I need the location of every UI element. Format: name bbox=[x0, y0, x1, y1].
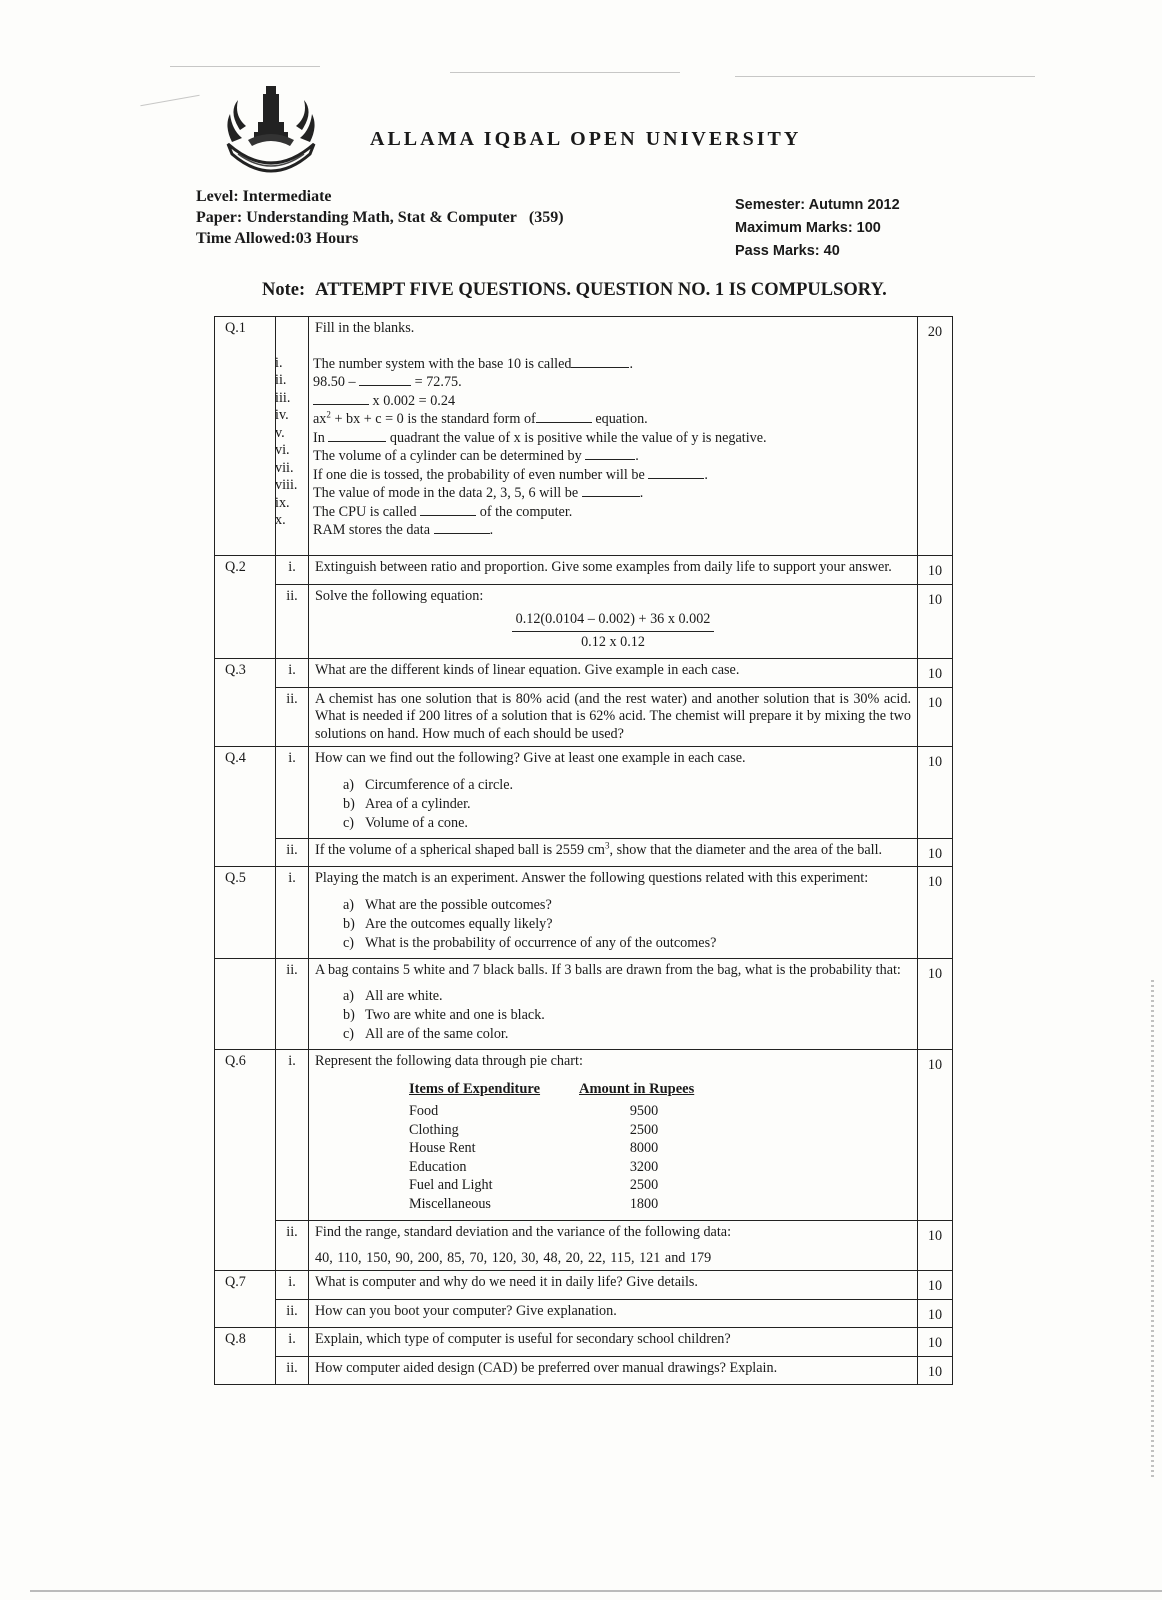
blank-text: 98.50 – bbox=[313, 374, 356, 390]
blank-line-vii bbox=[313, 466, 767, 485]
marks-value: 10 bbox=[927, 694, 943, 711]
marks-value: 10 bbox=[927, 563, 943, 579]
question-row-q8-ii bbox=[215, 1356, 953, 1385]
question-row-q4-ii bbox=[215, 838, 953, 867]
marks-cell bbox=[918, 584, 953, 659]
sub-item-label: a) bbox=[343, 776, 355, 793]
table-row bbox=[409, 1139, 709, 1158]
expenditure-amount: 2500 bbox=[629, 1177, 659, 1193]
question-text-cell bbox=[309, 867, 918, 959]
table-row bbox=[409, 1176, 709, 1195]
question-row-q3-ii bbox=[215, 687, 953, 747]
blank-text: The number system with the base 10 is called bbox=[313, 355, 572, 372]
table-row bbox=[409, 1195, 709, 1214]
data-values: 40, 110, 150, 90, 200, 85, 70, 120, 30, 48, 20, 22, 115, 121 and 179 bbox=[315, 1249, 712, 1266]
question-text-cell bbox=[309, 838, 918, 867]
superscript: 2 bbox=[326, 409, 331, 420]
q1-blanks bbox=[275, 338, 911, 540]
question-text: A chemist has one solution that is 80% acid (and the rest water) and another solution that is 30% acid. What is needed if 200 litres of a solution that is 62% acid. The chemist will prepare it by mixing the two solutions on hand. How much of each should be used? bbox=[309, 687, 918, 747]
sub-item-label: b) bbox=[343, 795, 355, 812]
marks-cell bbox=[918, 747, 953, 839]
paper-title: Paper: Understanding Math, Stat & Computer bbox=[196, 209, 517, 226]
question-text-cell bbox=[309, 584, 918, 659]
expenditure-item: Education bbox=[409, 1158, 467, 1175]
scan-artifact-edge bbox=[1151, 980, 1154, 1480]
expenditure-amount: 1800 bbox=[629, 1195, 659, 1212]
blank-text: The volume of a cylinder can be determined by bbox=[313, 448, 582, 464]
sub-item bbox=[343, 776, 911, 795]
table-row bbox=[409, 1121, 709, 1140]
marks-value: 20 bbox=[927, 324, 943, 340]
question-number: Q.7 bbox=[215, 1271, 276, 1328]
question-text: What is computer and why do we need it in daily life? Give details. bbox=[309, 1271, 918, 1300]
expenditure-column-header: Items of Expenditure bbox=[409, 1080, 541, 1097]
scan-artifact-line bbox=[735, 76, 1035, 77]
university-name: ALLAMA IQBAL OPEN UNIVERSITY bbox=[370, 128, 802, 150]
question-text: A bag contains 5 white and 7 black balls. If 3 balls are drawn from the bag, what is the probability that: bbox=[315, 961, 901, 978]
sub-number: ii. bbox=[276, 687, 309, 747]
expenditure-table bbox=[409, 1077, 709, 1214]
expenditure-item: Fuel and Light bbox=[409, 1177, 493, 1193]
sub-item-label: c) bbox=[343, 1026, 355, 1042]
blank-text: . bbox=[704, 466, 708, 483]
note-text: ATTEMPT FIVE QUESTIONS. QUESTION NO. 1 IS COMPULSORY. bbox=[315, 280, 887, 300]
blank-text: RAM stores the data bbox=[313, 522, 431, 538]
blank-text: + bx + c = 0 is the standard form of bbox=[334, 411, 536, 427]
expenditure-header-row bbox=[409, 1077, 709, 1103]
semester-label: Semester: Autumn 2012 bbox=[735, 197, 900, 213]
sub-item-text: Are the outcomes equally likely? bbox=[365, 915, 553, 932]
question-row-q7-i bbox=[215, 1271, 953, 1300]
blank-text: x 0.002 = 0.24 bbox=[372, 392, 456, 409]
sub-item-text: Circumference of a circle. bbox=[365, 776, 514, 793]
blank bbox=[313, 392, 369, 405]
sub-item-label: a) bbox=[343, 896, 355, 913]
question-text: Explain, which type of computer is useful for secondary school children? bbox=[309, 1328, 918, 1357]
question-text-cell bbox=[275, 317, 918, 556]
marks-cell bbox=[918, 687, 953, 747]
blank-line-iii bbox=[313, 392, 767, 411]
scan-artifact-line bbox=[450, 72, 680, 73]
sub-number: x. bbox=[275, 512, 286, 528]
sub-item bbox=[343, 795, 911, 814]
marks-value: 10 bbox=[927, 591, 943, 608]
marks-value: 10 bbox=[927, 1278, 943, 1294]
header-right bbox=[735, 194, 900, 263]
sub-item-label: b) bbox=[343, 1007, 355, 1023]
marks-value: 10 bbox=[927, 666, 943, 682]
blank-text: The CPU is called bbox=[313, 503, 417, 520]
blank-text: . bbox=[639, 485, 644, 501]
blank-line-v bbox=[313, 429, 767, 448]
sub-number: ii. bbox=[276, 958, 309, 1050]
expenditure-amount: 3200 bbox=[629, 1158, 659, 1175]
marks-value: 10 bbox=[927, 965, 943, 982]
sub-items bbox=[343, 896, 911, 953]
sub-items bbox=[343, 987, 911, 1044]
question-text: If the volume of a spherical shaped ball is 2559 cm bbox=[315, 841, 605, 858]
sub-item-text: Area of a cylinder. bbox=[365, 795, 471, 812]
blank-line-ii bbox=[313, 373, 767, 392]
sub-number: ii. bbox=[275, 372, 287, 388]
question-number: Q.8 bbox=[215, 1328, 276, 1385]
question-text: Extinguish between ratio and proportion. Give some examples from daily life to support your answer. bbox=[309, 556, 918, 585]
sub-number: i. bbox=[276, 556, 309, 585]
blank-text: . bbox=[629, 355, 634, 372]
blank bbox=[420, 503, 476, 516]
blank-text: ax bbox=[313, 411, 327, 427]
sub-item bbox=[343, 1025, 911, 1044]
question-text-cell bbox=[309, 747, 918, 839]
q1-numerals bbox=[275, 338, 313, 540]
question-number: Q.1 bbox=[215, 317, 276, 556]
question-text-cell bbox=[309, 1221, 918, 1271]
blank-text: quadrant the value of x is positive while the value of y is negative. bbox=[389, 429, 767, 446]
expenditure-item: Miscellaneous bbox=[409, 1195, 491, 1212]
blank bbox=[582, 484, 640, 497]
sub-item bbox=[343, 1006, 911, 1025]
blank-text: The value of mode in the data 2, 3, 5, 6 will be bbox=[313, 485, 579, 501]
sub-number: i. bbox=[276, 1328, 309, 1357]
university-logo-icon bbox=[218, 82, 324, 182]
questions-table bbox=[214, 316, 953, 1385]
blank-text: . bbox=[635, 448, 639, 464]
sub-number: vii. bbox=[275, 459, 294, 476]
question-row-q6-i bbox=[215, 1050, 953, 1221]
sub-number: iv. bbox=[275, 407, 289, 423]
blank-line-vi bbox=[313, 447, 767, 466]
superscript: 3 bbox=[604, 839, 610, 850]
question-text-cell bbox=[309, 1050, 918, 1221]
blank bbox=[359, 373, 411, 386]
expenditure-item: House Rent bbox=[409, 1140, 476, 1156]
fraction-numerator: 0.12(0.0104 – 0.002) + 36 x 0.002 bbox=[512, 611, 715, 632]
q1-lines bbox=[313, 338, 767, 540]
sub-number: i. bbox=[276, 659, 309, 688]
question-row-q5-i bbox=[215, 867, 953, 959]
sub-number: ii. bbox=[276, 1299, 309, 1328]
sub-items bbox=[343, 776, 911, 833]
question-text-cell bbox=[309, 958, 918, 1050]
sub-item-label: a) bbox=[343, 988, 355, 1004]
question-row-q4-i bbox=[215, 747, 953, 839]
blank bbox=[648, 466, 704, 479]
sub-item-text: What are the possible outcomes? bbox=[365, 896, 552, 913]
question-text: How can you boot your computer? Give explanation. bbox=[309, 1299, 918, 1328]
question-text: How can we find out the following? Give at least one example in each case. bbox=[315, 750, 746, 766]
question-row-q2-ii bbox=[215, 584, 953, 659]
sub-number: i. bbox=[276, 747, 309, 839]
blank-line-x bbox=[313, 521, 767, 540]
question-number: Q.5 bbox=[215, 867, 276, 959]
time-allowed: Time Allowed:03 Hours bbox=[196, 230, 359, 247]
sub-item-text: All are of the same color. bbox=[365, 1026, 509, 1042]
question-number-empty bbox=[215, 958, 276, 1050]
fraction-denominator: 0.12 x 0.12 bbox=[581, 633, 645, 650]
question-number: Q.3 bbox=[215, 659, 276, 747]
marks-cell bbox=[918, 556, 953, 585]
sub-number: ii. bbox=[276, 838, 309, 867]
sub-item-text: All are white. bbox=[365, 988, 443, 1004]
question-number: Q.6 bbox=[215, 1050, 276, 1271]
marks-cell bbox=[918, 1221, 953, 1271]
header-left bbox=[196, 186, 564, 249]
sub-item-label: c) bbox=[343, 814, 355, 831]
blank bbox=[536, 410, 592, 423]
question-row-q7-ii bbox=[215, 1299, 953, 1328]
expenditure-amount: 8000 bbox=[629, 1140, 659, 1156]
blank bbox=[571, 355, 629, 368]
marks-value: 10 bbox=[927, 1057, 943, 1073]
marks-value: 10 bbox=[927, 1335, 943, 1351]
blank-line-ix bbox=[313, 503, 767, 522]
expenditure-item: Clothing bbox=[409, 1121, 459, 1138]
marks-value: 10 bbox=[927, 1363, 943, 1380]
sub-number: ix. bbox=[275, 494, 290, 511]
marks-value: 10 bbox=[927, 1228, 943, 1244]
equation-fraction bbox=[315, 611, 911, 651]
marks-cell bbox=[918, 867, 953, 959]
question-number: Q.4 bbox=[215, 747, 276, 867]
sub-item bbox=[343, 987, 911, 1006]
scan-artifact-line bbox=[140, 95, 199, 106]
paper-label bbox=[196, 207, 564, 228]
sub-number: i. bbox=[275, 354, 283, 371]
marks-cell bbox=[918, 317, 953, 556]
marks-cell bbox=[918, 1356, 953, 1385]
sub-number: ii. bbox=[276, 1356, 309, 1385]
max-marks-label: Maximum Marks: 100 bbox=[735, 220, 881, 236]
sub-number: i. bbox=[276, 1271, 309, 1300]
sub-item-text: Two are white and one is black. bbox=[365, 1007, 545, 1023]
expenditure-column-header: Amount in Rupees bbox=[579, 1080, 695, 1097]
blank-line-viii bbox=[313, 484, 767, 503]
sub-number: viii. bbox=[275, 477, 298, 493]
marks-cell bbox=[918, 1299, 953, 1328]
question-text: Represent the following data through pie chart: bbox=[315, 1053, 583, 1069]
blank-text: equation. bbox=[595, 411, 648, 427]
sub-number: i. bbox=[276, 1050, 309, 1221]
question-text: Solve the following equation: bbox=[315, 587, 484, 604]
table-row bbox=[409, 1158, 709, 1177]
question-row-q2-i bbox=[215, 556, 953, 585]
question-text: Find the range, standard deviation and the variance of the following data: bbox=[315, 1224, 732, 1240]
blank bbox=[434, 521, 490, 534]
blank-line-i bbox=[313, 355, 767, 374]
blank-text: of the computer. bbox=[479, 503, 573, 520]
sub-item bbox=[343, 915, 911, 934]
blank-text: If one die is tossed, the probability of even number will be bbox=[313, 466, 645, 483]
question-text: What are the different kinds of linear equation. Give example in each case. bbox=[309, 659, 918, 688]
marks-cell bbox=[918, 659, 953, 688]
marks-cell bbox=[918, 958, 953, 1050]
sub-number: ii. bbox=[276, 584, 309, 659]
blank-text: In bbox=[313, 429, 325, 446]
sub-item bbox=[343, 896, 911, 915]
question-row-q6-ii bbox=[215, 1221, 953, 1271]
marks-cell bbox=[918, 1271, 953, 1300]
paper-code: (359) bbox=[528, 209, 564, 226]
sub-number: i. bbox=[276, 867, 309, 959]
sub-item bbox=[343, 934, 911, 953]
question-row-q8-i bbox=[215, 1328, 953, 1357]
question-text: Playing the match is an experiment. Answer the following questions related with this experiment: bbox=[315, 870, 869, 886]
expenditure-amount: 9500 bbox=[629, 1103, 659, 1119]
scan-artifact-edge bbox=[30, 1590, 1162, 1592]
marks-cell bbox=[918, 838, 953, 867]
question-number: Q.2 bbox=[215, 556, 276, 659]
expenditure-item: Food bbox=[409, 1103, 439, 1119]
marks-cell bbox=[918, 1050, 953, 1221]
marks-value: 10 bbox=[927, 874, 943, 890]
question-text: , show that the diameter and the area of the ball. bbox=[609, 841, 883, 858]
pass-marks-label: Pass Marks: 40 bbox=[735, 243, 840, 259]
sub-number: iii. bbox=[275, 389, 291, 406]
blank bbox=[585, 447, 635, 460]
q1-title: Fill in the blanks. bbox=[315, 320, 415, 336]
sub-item-label: b) bbox=[343, 915, 355, 932]
sub-item-text: What is the probability of occurrence of any of the outcomes? bbox=[365, 934, 717, 951]
sub-item bbox=[343, 814, 911, 833]
sub-item-text: Volume of a cone. bbox=[365, 814, 468, 831]
scan-artifact-line bbox=[170, 66, 320, 67]
question-row-q5-ii bbox=[215, 958, 953, 1050]
table-row bbox=[409, 1102, 709, 1121]
marks-value: 10 bbox=[927, 1306, 943, 1323]
expenditure-amount: 2500 bbox=[629, 1121, 659, 1138]
question-row-q3-i bbox=[215, 659, 953, 688]
marks-value: 10 bbox=[927, 754, 943, 770]
blank bbox=[328, 429, 386, 442]
blank-line-iv bbox=[313, 410, 767, 429]
sub-item-label: c) bbox=[343, 934, 355, 951]
marks-value: 10 bbox=[927, 845, 943, 862]
blank-text: . bbox=[489, 522, 494, 538]
note-label: Note: bbox=[262, 280, 306, 300]
sub-number: ii. bbox=[276, 1221, 309, 1271]
sub-number: v. bbox=[275, 424, 285, 441]
question-row-q1 bbox=[215, 317, 953, 556]
sub-number: vi. bbox=[275, 442, 290, 458]
question-text: How computer aided design (CAD) be preferred over manual drawings? Explain. bbox=[309, 1356, 918, 1385]
blank-text: = 72.75. bbox=[414, 374, 462, 390]
level-label: Level: Intermediate bbox=[196, 188, 332, 205]
instructions-note bbox=[262, 280, 887, 301]
marks-cell bbox=[918, 1328, 953, 1357]
